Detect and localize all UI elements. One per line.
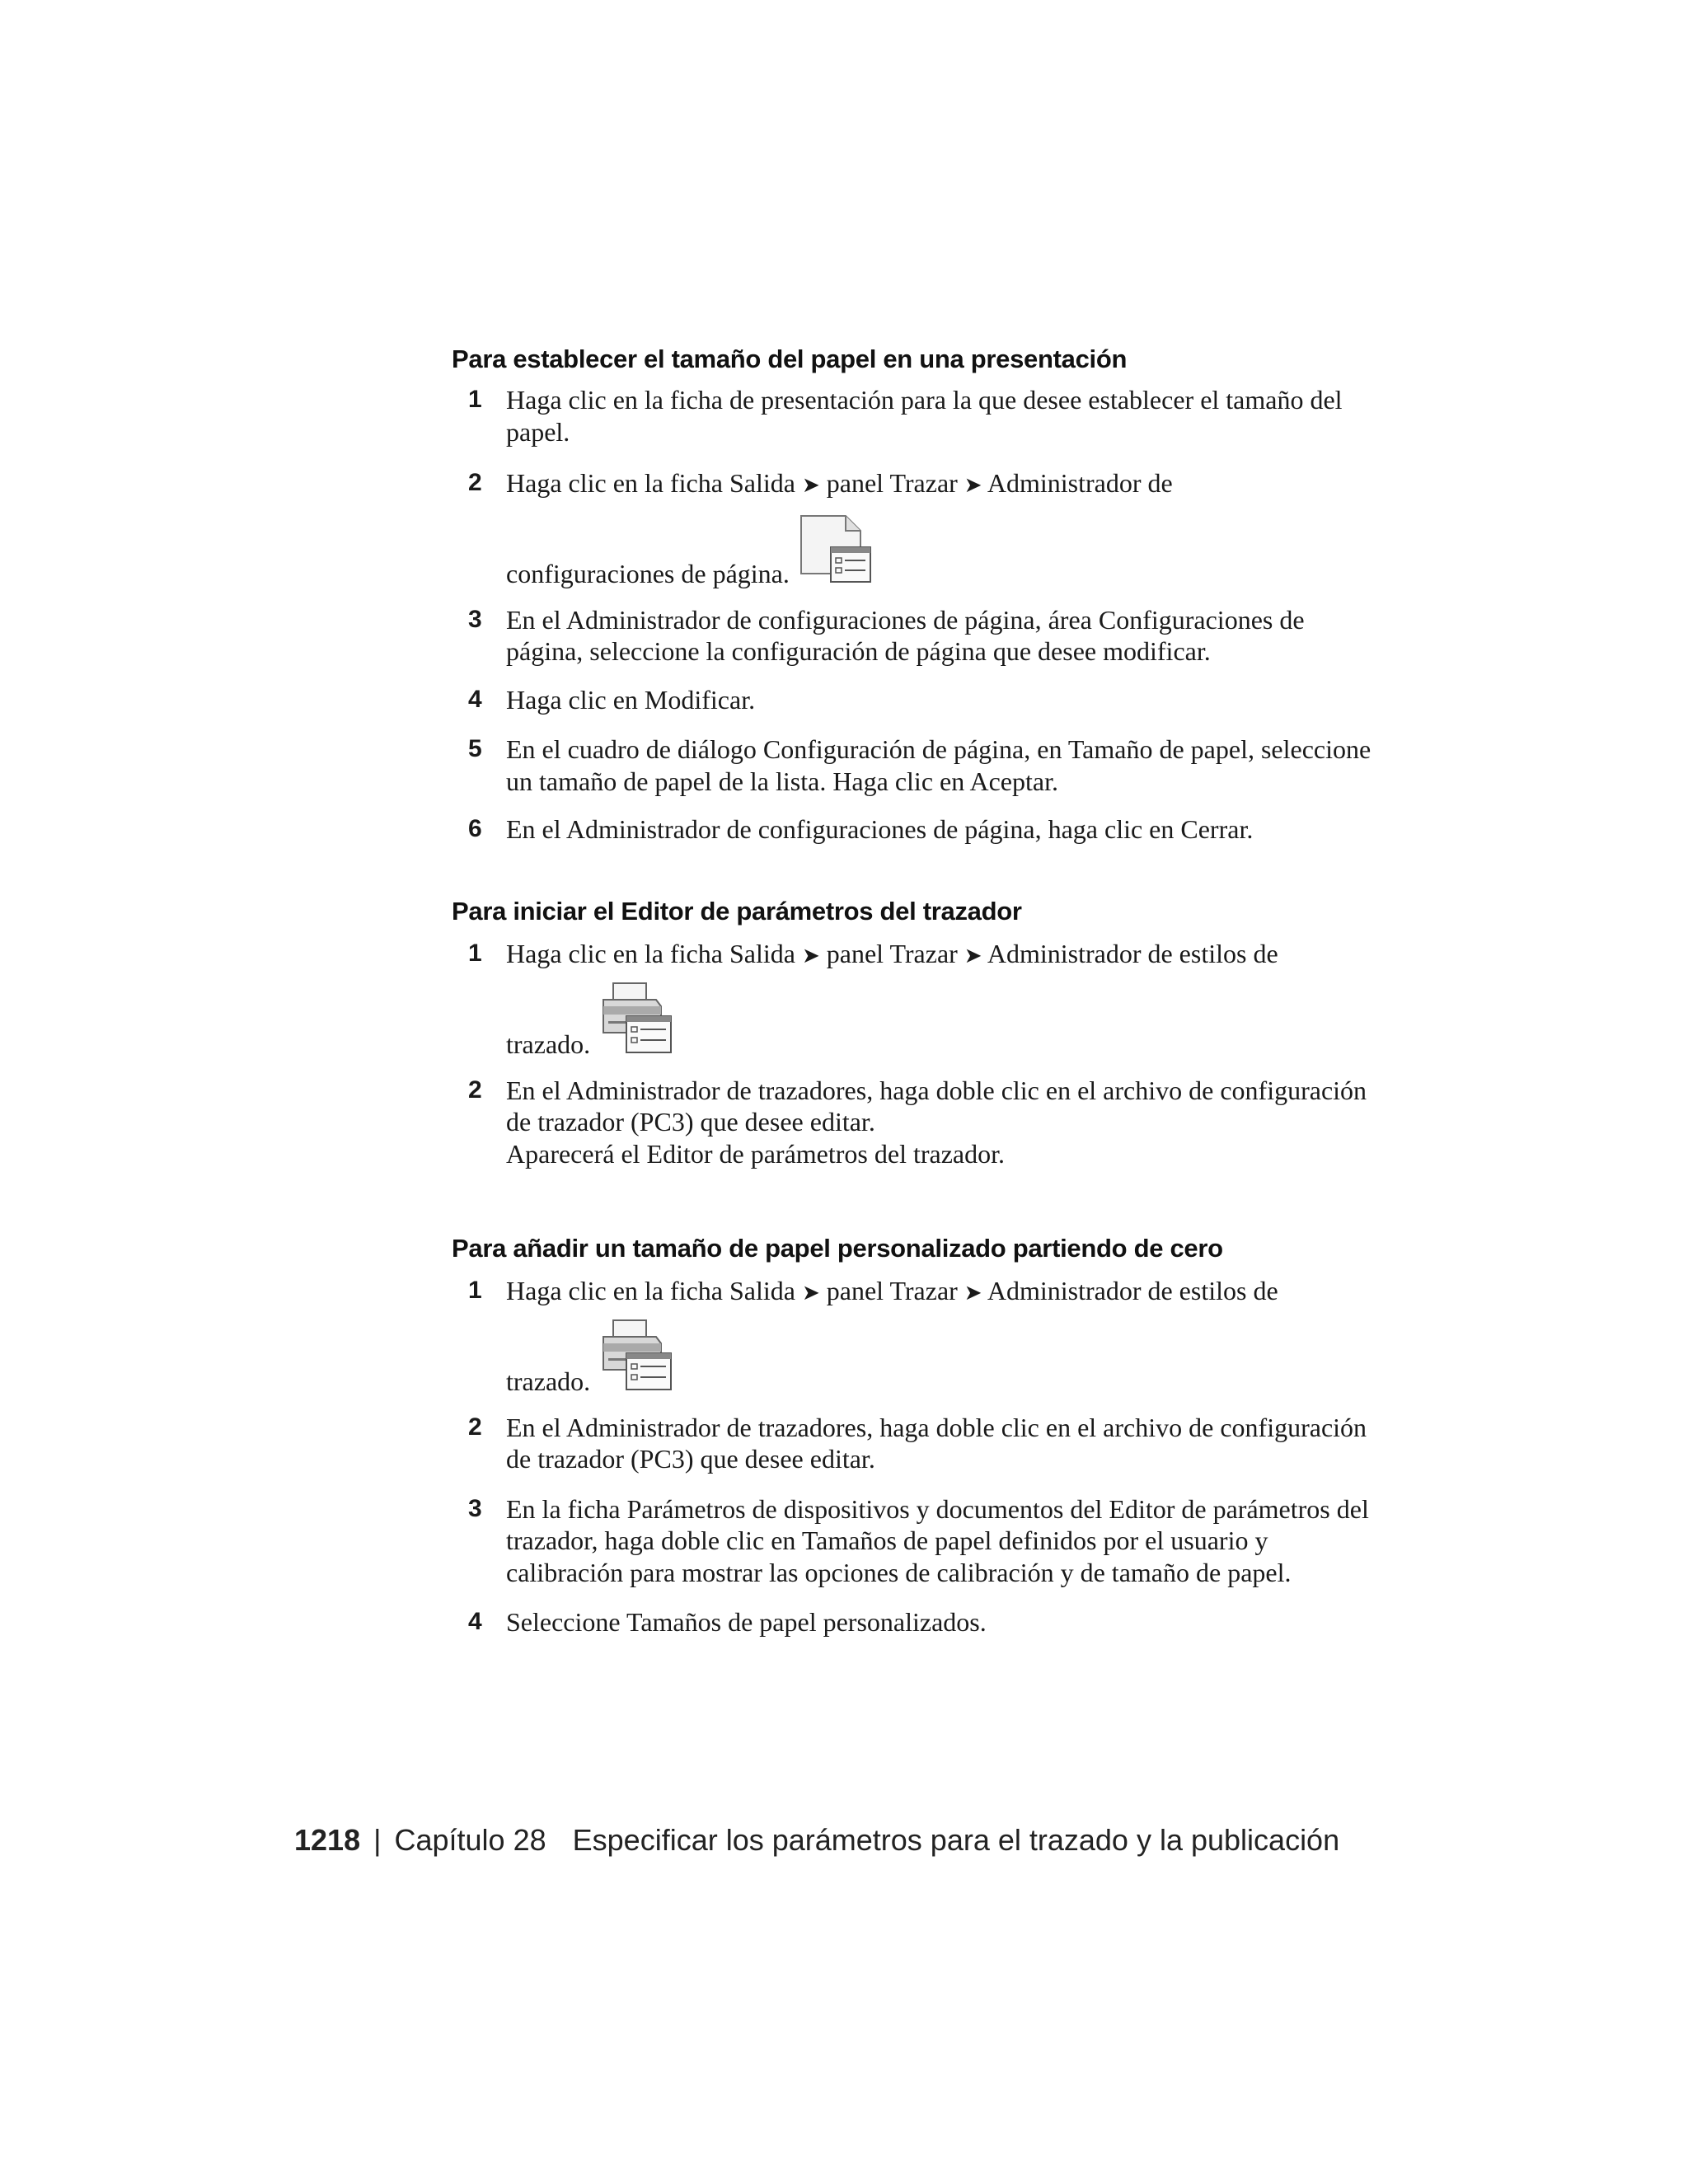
section-heading: Para iniciar el Editor de parámetros del trazador (452, 897, 1022, 926)
list-item (452, 1606, 1375, 1638)
list-item (452, 384, 1375, 448)
plot-style-manager-icon[interactable] (598, 980, 674, 1063)
section-custom-paper-size (452, 1232, 1375, 1638)
step-number: 1 (468, 940, 482, 967)
step-text: panel Trazar (826, 939, 958, 968)
step-text: Administrador de (987, 468, 1173, 498)
list-item (452, 1493, 1375, 1589)
step-number: 1 (468, 386, 482, 413)
step-text: Administrador de estilos de (987, 939, 1278, 968)
step-text: En el Administrador de configuraciones de página, haga clic en Cerrar. (506, 814, 1254, 844)
step-text: configuraciones de página. (506, 558, 790, 588)
step-number: 3 (468, 605, 482, 633)
step-number: 6 (468, 815, 482, 842)
list-item (452, 813, 1375, 846)
chapter-label: Capítulo 28 (394, 1823, 546, 1857)
step-text: Administrador de estilos de (987, 1276, 1278, 1305)
step-number: 2 (468, 469, 482, 496)
menu-arrow-icon: ➤ (801, 473, 820, 498)
step-text: panel Trazar (826, 468, 958, 498)
step-text: Haga clic en la ficha Salida (506, 468, 795, 498)
chapter-title: Especificar los parámetros para el trazado y la publicación (572, 1823, 1340, 1857)
menu-arrow-icon: ➤ (801, 1281, 820, 1305)
page-footer (294, 1823, 1339, 1858)
section-page-size (452, 343, 1375, 846)
step-text: En la ficha Parámetros de dispositivos y documentos del Editor de parámetros del trazador, haga doble clic en Tamaños de papel definidos por el usuario y calibración para mostrar las opciones de calibración y de tamaño de papel. (506, 1493, 1369, 1587)
step-text: trazado. (506, 1366, 591, 1396)
menu-arrow-icon: ➤ (964, 473, 982, 498)
step-number: 4 (468, 685, 482, 713)
footer-separator: | (373, 1823, 382, 1857)
section-heading: Para establecer el tamaño del papel en una presentación (452, 344, 1128, 373)
step-text: Haga clic en la ficha Salida (506, 939, 795, 968)
plot-style-manager-icon[interactable] (598, 1317, 674, 1400)
list-item (452, 684, 1375, 716)
step-text: Haga clic en la ficha Salida (506, 1276, 795, 1305)
step-text: En el Administrador de trazadores, haga doble clic en el archivo de configuración de trazador (PC3) que desee editar. (506, 1412, 1367, 1474)
step-number: 4 (468, 1608, 482, 1635)
step-text: panel Trazar (826, 1276, 958, 1305)
menu-arrow-icon: ➤ (801, 944, 820, 968)
step-text: Haga clic en Modificar. (506, 684, 756, 715)
step-text: trazado. (506, 1029, 591, 1059)
step-text: En el Administrador de trazadores, haga doble clic en el archivo de configuración de trazador (PC3) que desee editar. (506, 1075, 1367, 1137)
list-item (452, 938, 1375, 1060)
section-plotter-editor (452, 895, 1375, 1169)
list-item (452, 467, 1375, 589)
list-item (452, 1075, 1375, 1170)
step-text: Seleccione Tamaños de papel personalizados. (506, 1607, 987, 1637)
step-text: Haga clic en la ficha de presentación para la que desee establecer el tamaño del papel. (506, 385, 1343, 447)
step-text: En el Administrador de configuraciones de página, área Configuraciones de página, seleccione la configuración de página que desee modificar. (506, 604, 1305, 666)
list-item (452, 604, 1375, 668)
page-number: 1218 (294, 1823, 361, 1857)
step-number: 1 (468, 1277, 482, 1304)
list-item (452, 1275, 1375, 1397)
page-setup-manager-icon[interactable] (798, 514, 872, 593)
list-item (452, 1412, 1375, 1475)
menu-arrow-icon: ➤ (964, 944, 982, 968)
step-number: 5 (468, 735, 482, 762)
step-number: 2 (468, 1076, 482, 1104)
step-text: En el cuadro de diálogo Configuración de página, en Tamaño de papel, seleccione un tamaño de papel de la lista. Haga clic en Aceptar. (506, 734, 1372, 796)
step-note: Aparecerá el Editor de parámetros del trazador. (506, 1138, 1006, 1169)
step-number: 2 (468, 1413, 482, 1441)
list-item (452, 733, 1375, 797)
step-number: 3 (468, 1494, 482, 1522)
section-heading: Para añadir un tamaño de papel personalizado partiendo de cero (452, 1234, 1223, 1263)
menu-arrow-icon: ➤ (964, 1281, 982, 1305)
